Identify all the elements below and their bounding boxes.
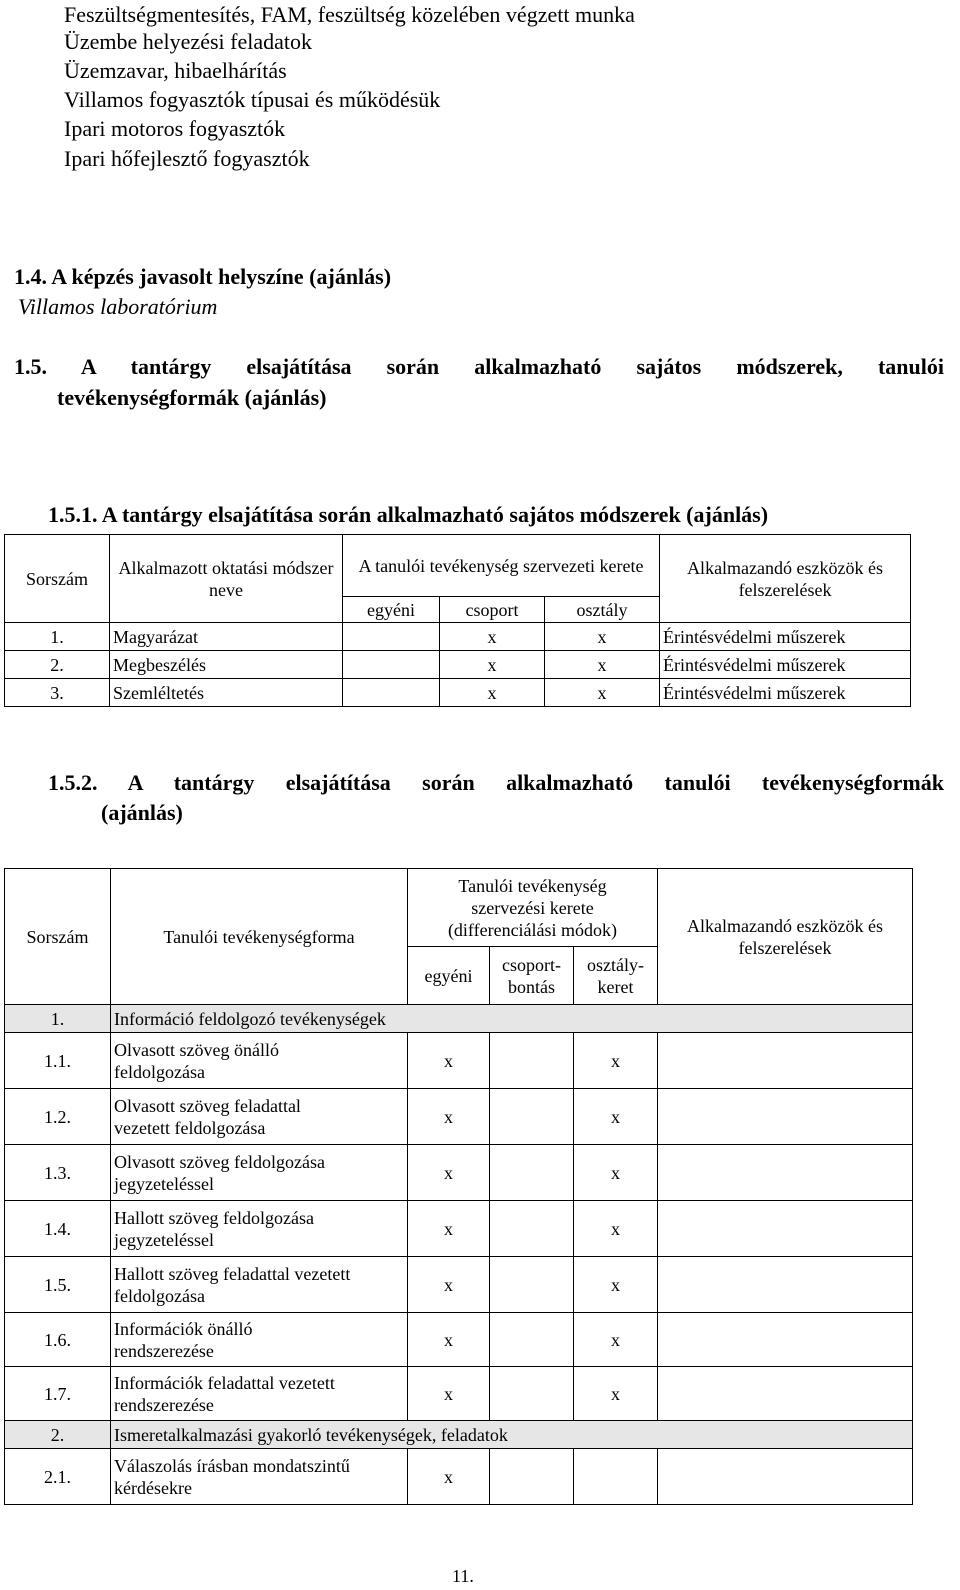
cell-individual: x [408,1089,490,1145]
cell-tools [658,1033,913,1089]
cell-individual: x [408,1201,490,1257]
section-name: Ismeretalkalmazási gyakorló tevékenységek, feladatok [111,1421,913,1449]
topic-item: Üzembe helyezési feladatok [64,29,312,54]
cell-tools [658,1449,913,1505]
topic-item: Ipari motoros fogyasztók [64,116,286,141]
cell-tools [658,1145,913,1201]
activity-name-line: Hallott szöveg feldolgozása [114,1207,314,1228]
activity-name [111,1033,408,1089]
cell-group [490,1313,574,1367]
row-number: 1. [5,1005,111,1033]
activity-forms-table [4,868,913,1505]
row-number: 2. [5,1421,111,1449]
training-location: Villamos laboratórium [18,294,218,319]
activity-name [111,1449,408,1505]
activity-name-line: Válaszolás írásban mondatszintű [114,1455,350,1476]
cell-individual [343,651,440,679]
row-number: 1.1. [5,1033,111,1089]
section-number: 1.5. [14,354,47,379]
header-group [490,947,574,1005]
header-class: osztály [545,597,660,623]
table-row [5,651,911,679]
topic-item: Ipari hőfejlesztő fogyasztók [64,146,310,171]
activity-name-line: Olvasott szöveg önálló [114,1039,279,1060]
activity-name [111,1201,408,1257]
header-frame-line: szervezési kerete [471,897,594,918]
activity-name-line: jegyzeteléssel [114,1173,214,1194]
table-row [5,1367,913,1421]
methods-table [4,534,911,707]
cell-class: x [545,623,660,651]
row-number: 1.4. [5,1201,111,1257]
row-number: 1.3. [5,1145,111,1201]
activity-name [111,1089,408,1145]
cell-group [490,1033,574,1089]
cell-individual [343,679,440,707]
section-1-5-heading [14,352,944,382]
header-group-line: bontás [508,976,555,997]
table-row [5,623,911,651]
section-number: 1.4. [14,264,47,289]
table-section-row [5,1421,913,1449]
cell-tools: Érintésvédelmi műszerek [660,651,911,679]
row-number: 1.5. [5,1257,111,1313]
method-name: Magyarázat [110,623,343,651]
row-number: 1.7. [5,1367,111,1421]
header-group: csoport [440,597,545,623]
header-individual: egyéni [408,947,490,1005]
row-number: 2.1. [5,1449,111,1505]
activity-name [111,1313,408,1367]
cell-class [574,1449,658,1505]
activity-name-line: jegyzeteléssel [114,1229,214,1250]
section-1-4-heading [14,262,391,292]
section-title: A képzés javasolt helyszíne (ajánlás) [51,264,392,289]
activity-name-line: feldolgozása [114,1285,205,1306]
cell-individual: x [408,1145,490,1201]
cell-class: x [574,1313,658,1367]
header-group-line: csoport- [502,954,561,975]
activity-name-line: rendszerezése [114,1394,214,1415]
cell-individual: x [408,1367,490,1421]
header-frame [408,869,658,947]
cell-group: x [440,623,545,651]
cell-group: x [440,651,545,679]
cell-group [490,1257,574,1313]
cell-tools [658,1257,913,1313]
section-number: 1.5.1. [48,502,98,527]
table-row [5,679,911,707]
cell-tools: Érintésvédelmi műszerek [660,623,911,651]
section-1-5-heading-continued: tevékenységformák (ajánlás) [57,385,327,410]
section-1-5-1-heading [48,500,768,530]
activity-name-line: Olvasott szöveg feldolgozása [114,1151,325,1172]
cell-group [490,1089,574,1145]
table-row [5,1257,913,1313]
table-row [5,1201,913,1257]
cell-class: x [574,1257,658,1313]
cell-tools [658,1313,913,1367]
header-activity-form: Tanulói tevékenységforma [111,869,408,1005]
table-row [5,1449,913,1505]
cell-class: x [574,1201,658,1257]
header-individual: egyéni [343,597,440,623]
activity-name-line: Információk feladattal vezetett [114,1372,335,1393]
cell-class: x [574,1145,658,1201]
header-method: Alkalmazott oktatási módszer neve [110,535,343,623]
cell-individual: x [408,1449,490,1505]
cell-individual [343,623,440,651]
row-number: 1. [5,623,110,651]
row-number: 3. [5,679,110,707]
header-frame-line: Tanulói tevékenység [458,875,607,896]
header-tools: Alkalmazandó eszközök és felszerelések [658,869,913,1005]
cell-group [490,1201,574,1257]
cell-individual: x [408,1033,490,1089]
activity-name-line: Olvasott szöveg feladattal [114,1095,301,1116]
header-sorszam: Sorszám [5,869,111,1005]
table-row [5,1313,913,1367]
activity-name-line: Információk önálló [114,1318,253,1339]
cell-tools [658,1089,913,1145]
activity-name-line: kérdésekre [114,1477,192,1498]
section-1-5-2-heading [48,768,944,798]
activity-name-line: Hallott szöveg feladattal vezetett [114,1263,351,1284]
row-number: 1.2. [5,1089,111,1145]
activity-name-line: feldolgozása [114,1061,205,1082]
section-title: A tantárgy elsajátítása során alkalmazható sajátos módszerek (ajánlás) [101,502,769,527]
section-number: 1.5.2. [48,770,98,795]
header-frame-line: (differenciálási módok) [447,919,618,940]
header-class-line: osztály- [587,954,644,975]
cell-group: x [440,679,545,707]
cell-tools: Érintésvédelmi műszerek [660,679,911,707]
header-sorszam: Sorszám [5,535,110,623]
page-number: 11. [452,1566,474,1586]
activity-name [111,1367,408,1421]
topic-item: Feszültségmentesítés, FAM, feszültség közelében végzett munka [64,2,635,27]
cell-group [490,1449,574,1505]
cell-tools [658,1201,913,1257]
method-name: Szemléltetés [110,679,343,707]
section-name: Információ feldolgozó tevékenységek [111,1005,913,1033]
cell-group [490,1367,574,1421]
row-number: 2. [5,651,110,679]
header-class [574,947,658,1005]
section-title: A tantárgy elsajátítása során alkalmazható tanulói tevékenységformák [127,770,944,795]
header-frame: A tanulói tevékenység szervezeti kerete [343,535,660,597]
header-tools: Alkalmazandó eszközök és felszerelések [660,535,911,623]
cell-individual: x [408,1257,490,1313]
cell-individual: x [408,1313,490,1367]
table-row [5,1089,913,1145]
header-class-line: keret [597,976,634,997]
table-row [5,1145,913,1201]
cell-class: x [574,1033,658,1089]
method-name: Megbeszélés [110,651,343,679]
activity-name-line: vezetett feldolgozása [114,1117,266,1138]
section-1-5-2-heading-continued: (ajánlás) [101,800,183,825]
table-row [5,1033,913,1089]
row-number: 1.6. [5,1313,111,1367]
cell-class: x [574,1367,658,1421]
section-title: A tantárgy elsajátítása során alkalmazható sajátos módszerek, tanulói [80,354,944,379]
cell-class: x [574,1089,658,1145]
activity-name [111,1257,408,1313]
topic-item: Üzemzavar, hibaelhárítás [64,58,287,83]
cell-class: x [545,679,660,707]
topic-item: Villamos fogyasztók típusai és működésük [64,87,441,112]
table-section-row [5,1005,913,1033]
activity-name [111,1145,408,1201]
cell-group [490,1145,574,1201]
cell-tools [658,1367,913,1421]
activity-name-line: rendszerezése [114,1340,214,1361]
cell-class: x [545,651,660,679]
